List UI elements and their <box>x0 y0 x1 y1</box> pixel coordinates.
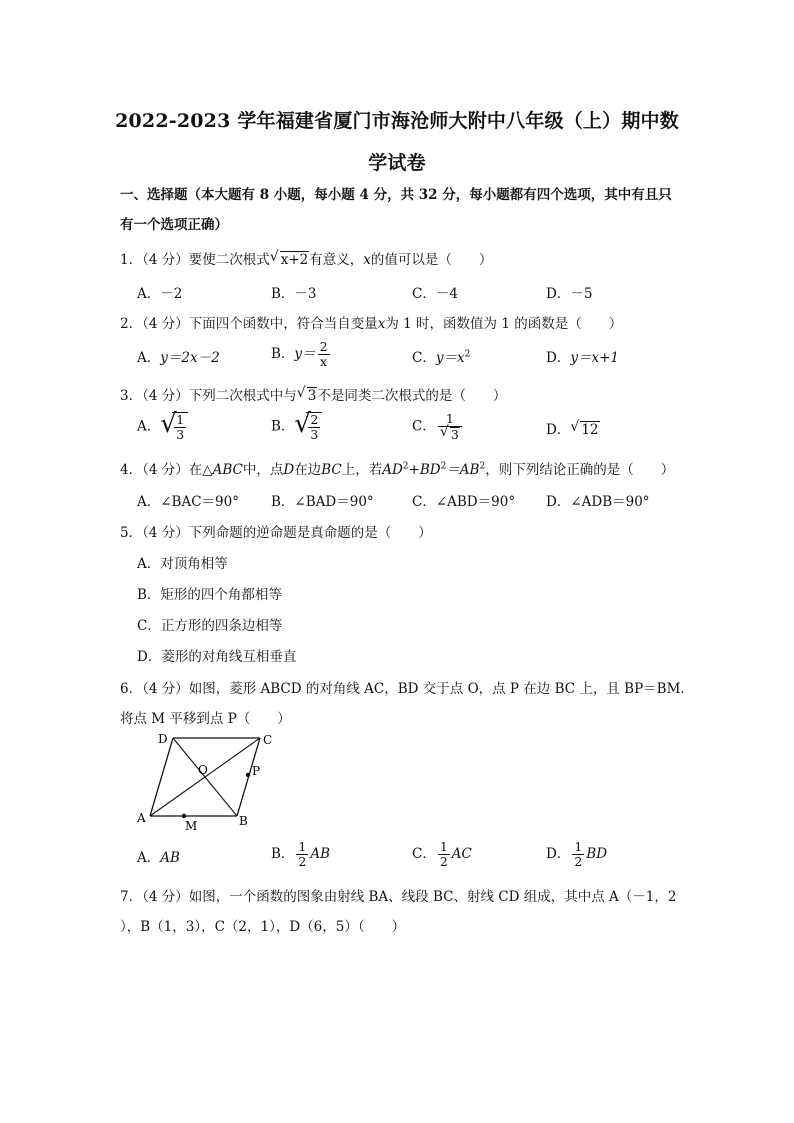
label-m: M <box>185 819 198 833</box>
q1-option-c[interactable]: C．－4 <box>412 286 458 302</box>
q2-c-sup: 2 <box>464 349 471 360</box>
q6-c-expr: AC <box>451 846 472 862</box>
q4-pt: D <box>283 462 295 478</box>
q4-option-b[interactable]: B．∠BAD＝90° <box>271 494 374 510</box>
q1-var: x <box>363 252 371 268</box>
q3-c-label: C． <box>412 418 436 435</box>
question-3-stem <box>120 384 506 404</box>
q3-option-c[interactable] <box>412 412 464 442</box>
label-b: B <box>239 814 248 828</box>
q6-d-den: 2 <box>574 854 583 869</box>
section-heading-line2: 有一个选项正确） <box>120 217 228 233</box>
q4-t2: 中，点 <box>242 462 284 478</box>
question-7-stem-line2: ），B（1，3），C（2，1），D（6，5）（ ） <box>120 919 406 935</box>
q3-suffix: 不是同类二次根式的是（ ） <box>317 388 507 404</box>
question-6-stem-line1: 6．（4 分）如图，菱形 ABCD 的对角线 AC，BD 交于点 O，点 P 在边 BC 上，且 BP＝BM． <box>120 681 694 697</box>
q3-d-label: D． <box>546 422 571 438</box>
q2-d-expr: y＝x+1 <box>570 350 619 366</box>
q4-tri: ABC <box>212 462 243 478</box>
q3-c-fraction <box>438 412 462 442</box>
point-p-dot <box>246 773 250 777</box>
question-1-stem <box>120 248 492 268</box>
q4-sup-2: 2 <box>440 461 447 472</box>
q4-side: BC <box>321 462 342 478</box>
q6-a-label: A． <box>137 850 161 866</box>
label-c: C <box>263 733 273 747</box>
q3-prefix: 3．（4 分）下列二次根式中与 <box>120 388 297 404</box>
q5-option-b[interactable]: B．矩形的四个角都相等 <box>137 587 282 603</box>
q6-a-expr: AB <box>160 850 180 866</box>
q5-option-c[interactable]: C．正方形的四条边相等 <box>137 618 283 634</box>
question-4-stem <box>120 458 674 478</box>
q5-option-a[interactable]: A．对顶角相等 <box>137 556 228 572</box>
q1-radical <box>280 251 310 268</box>
q1-suffix: 的值可以是（ ） <box>370 252 493 268</box>
question-7-stem-line1: 7．（4 分）如图，一个函数的图象由射线 BA、线段 BC、射线 CD 组成，其中点 A（－1，2 <box>120 889 677 905</box>
q6-b-num: 1 <box>298 839 307 854</box>
q5-option-d[interactable]: D．菱形的对角线互相垂直 <box>137 649 297 665</box>
q6-b-fraction <box>296 840 308 869</box>
q4-prefix: 4．（4 分）在△ <box>120 462 213 478</box>
q6-d-label: D． <box>546 846 571 862</box>
q1-mid: 有意义， <box>309 252 364 268</box>
rhombus-figure <box>130 728 290 838</box>
q2-a-expr: y＝2x－2 <box>160 350 220 366</box>
q4-option-c[interactable]: C．∠ABD＝90° <box>412 494 516 510</box>
q6-d-fraction <box>572 840 584 869</box>
q4-t4: 上，若 <box>341 462 383 478</box>
exam-title-line1: 2022-2023 学年福建省厦门市海沧师大附中八年级（上）期中数 <box>115 110 679 132</box>
q3-a-den: 3 <box>176 427 185 442</box>
q2-prefix: 2．（4 分）下面四个函数中，符合当自变量 <box>120 316 378 332</box>
q2-option-b[interactable] <box>271 340 332 369</box>
q2-b-expr: y＝ <box>294 346 316 362</box>
q2-var: x <box>377 316 386 332</box>
section-heading <box>120 180 680 240</box>
q2-option-d[interactable] <box>546 346 619 366</box>
q2-c-label: C． <box>412 350 436 366</box>
q3-option-a[interactable] <box>137 409 188 442</box>
q3-a-num: 1 <box>176 412 185 427</box>
rhombus-side-da <box>150 738 173 816</box>
q1-prefix: 1．（4 分）要使二次根式 <box>120 252 270 268</box>
q3-b-radical: √ $\frac{2}{3}$ <box>294 412 322 442</box>
q3-b-num: 2 <box>310 412 319 427</box>
question-2-stem <box>120 312 622 332</box>
q1-option-d[interactable]: D．－5 <box>546 286 593 302</box>
q6-c-label: C． <box>412 846 436 862</box>
q3-radical <box>307 387 318 404</box>
q4-eq-c: ＝AB <box>446 462 480 478</box>
q2-b-fraction <box>318 340 330 369</box>
q3-c-num: 1 <box>438 412 462 427</box>
q4-t3: 在边 <box>294 462 322 478</box>
label-d: D <box>158 732 168 746</box>
label-o: O <box>198 763 208 777</box>
q2-b-num: 2 <box>319 339 328 354</box>
q3-c-radical <box>450 427 460 442</box>
q6-c-num: 1 <box>439 839 448 854</box>
q6-c-fraction <box>438 840 450 869</box>
q4-suffix: ，则下列结论正确的是（ ） <box>485 462 675 478</box>
q4-sup-3: 2 <box>479 461 486 472</box>
q4-option-d[interactable]: D．∠ADB＝90° <box>546 494 650 510</box>
q3-radicand: 3 <box>307 388 317 404</box>
q6-option-a[interactable] <box>137 846 180 866</box>
q6-option-c[interactable] <box>412 840 472 869</box>
q4-eq-b: +BD <box>408 462 441 478</box>
q6-b-label: B． <box>271 846 295 862</box>
q1-option-b[interactable]: B．－3 <box>271 286 317 302</box>
q3-d-radicand: 12 <box>581 422 599 438</box>
q3-d-radical <box>580 421 599 438</box>
q2-d-label: D． <box>546 350 571 366</box>
question-5-stem: 5．（4 分）下列命题的逆命题是真命题的是（ ） <box>120 525 432 541</box>
q3-option-d[interactable] <box>546 418 600 438</box>
q4-sup-1: 2 <box>402 461 409 472</box>
q2-suffix: 为 1 时，函数值为 1 的函数是（ ） <box>385 316 623 332</box>
q6-d-expr: BD <box>586 846 608 862</box>
q1-radicand: x+2 <box>280 252 309 268</box>
q3-a-label: A． <box>137 418 161 435</box>
q6-d-num: 1 <box>574 839 583 854</box>
q2-option-a[interactable] <box>137 346 220 366</box>
section-heading-line1: 一、选择题（本大题有 8 小题，每小题 4 分，共 32 分，每小题都有四个选项，其中有且只 <box>120 187 672 203</box>
label-p: P <box>252 764 261 778</box>
q6-option-b[interactable] <box>271 840 330 869</box>
q3-b-label: B． <box>271 418 295 435</box>
question-6-stem-line2: 将点 M 平移到点 P（ ） <box>120 711 291 727</box>
diagonal-bd <box>173 738 237 816</box>
q2-option-c[interactable] <box>412 346 470 366</box>
exam-title-line2: 学试卷 <box>368 152 426 174</box>
q2-a-label: A． <box>137 350 161 366</box>
label-a: A <box>137 811 146 825</box>
q2-b-label: B． <box>271 346 295 362</box>
q3-b-den: 3 <box>310 427 319 442</box>
q2-b-den: x <box>320 354 328 369</box>
q6-option-d[interactable] <box>546 840 607 869</box>
q6-b-den: 2 <box>298 854 307 869</box>
point-m-dot <box>182 814 186 818</box>
q4-option-a[interactable]: A．∠BAC＝90° <box>137 494 239 510</box>
q2-c-expr: y＝x <box>435 350 465 366</box>
q3-c-den: 3 <box>450 427 459 442</box>
q3-option-b[interactable] <box>271 409 322 442</box>
q6-c-den: 2 <box>439 854 448 869</box>
q1-option-a[interactable]: A．－2 <box>137 286 183 302</box>
q6-b-expr: AB <box>310 846 331 862</box>
q3-a-radical: √ $\frac{1}{3}$ <box>160 412 188 442</box>
q4-eq-a: AD <box>382 462 403 478</box>
